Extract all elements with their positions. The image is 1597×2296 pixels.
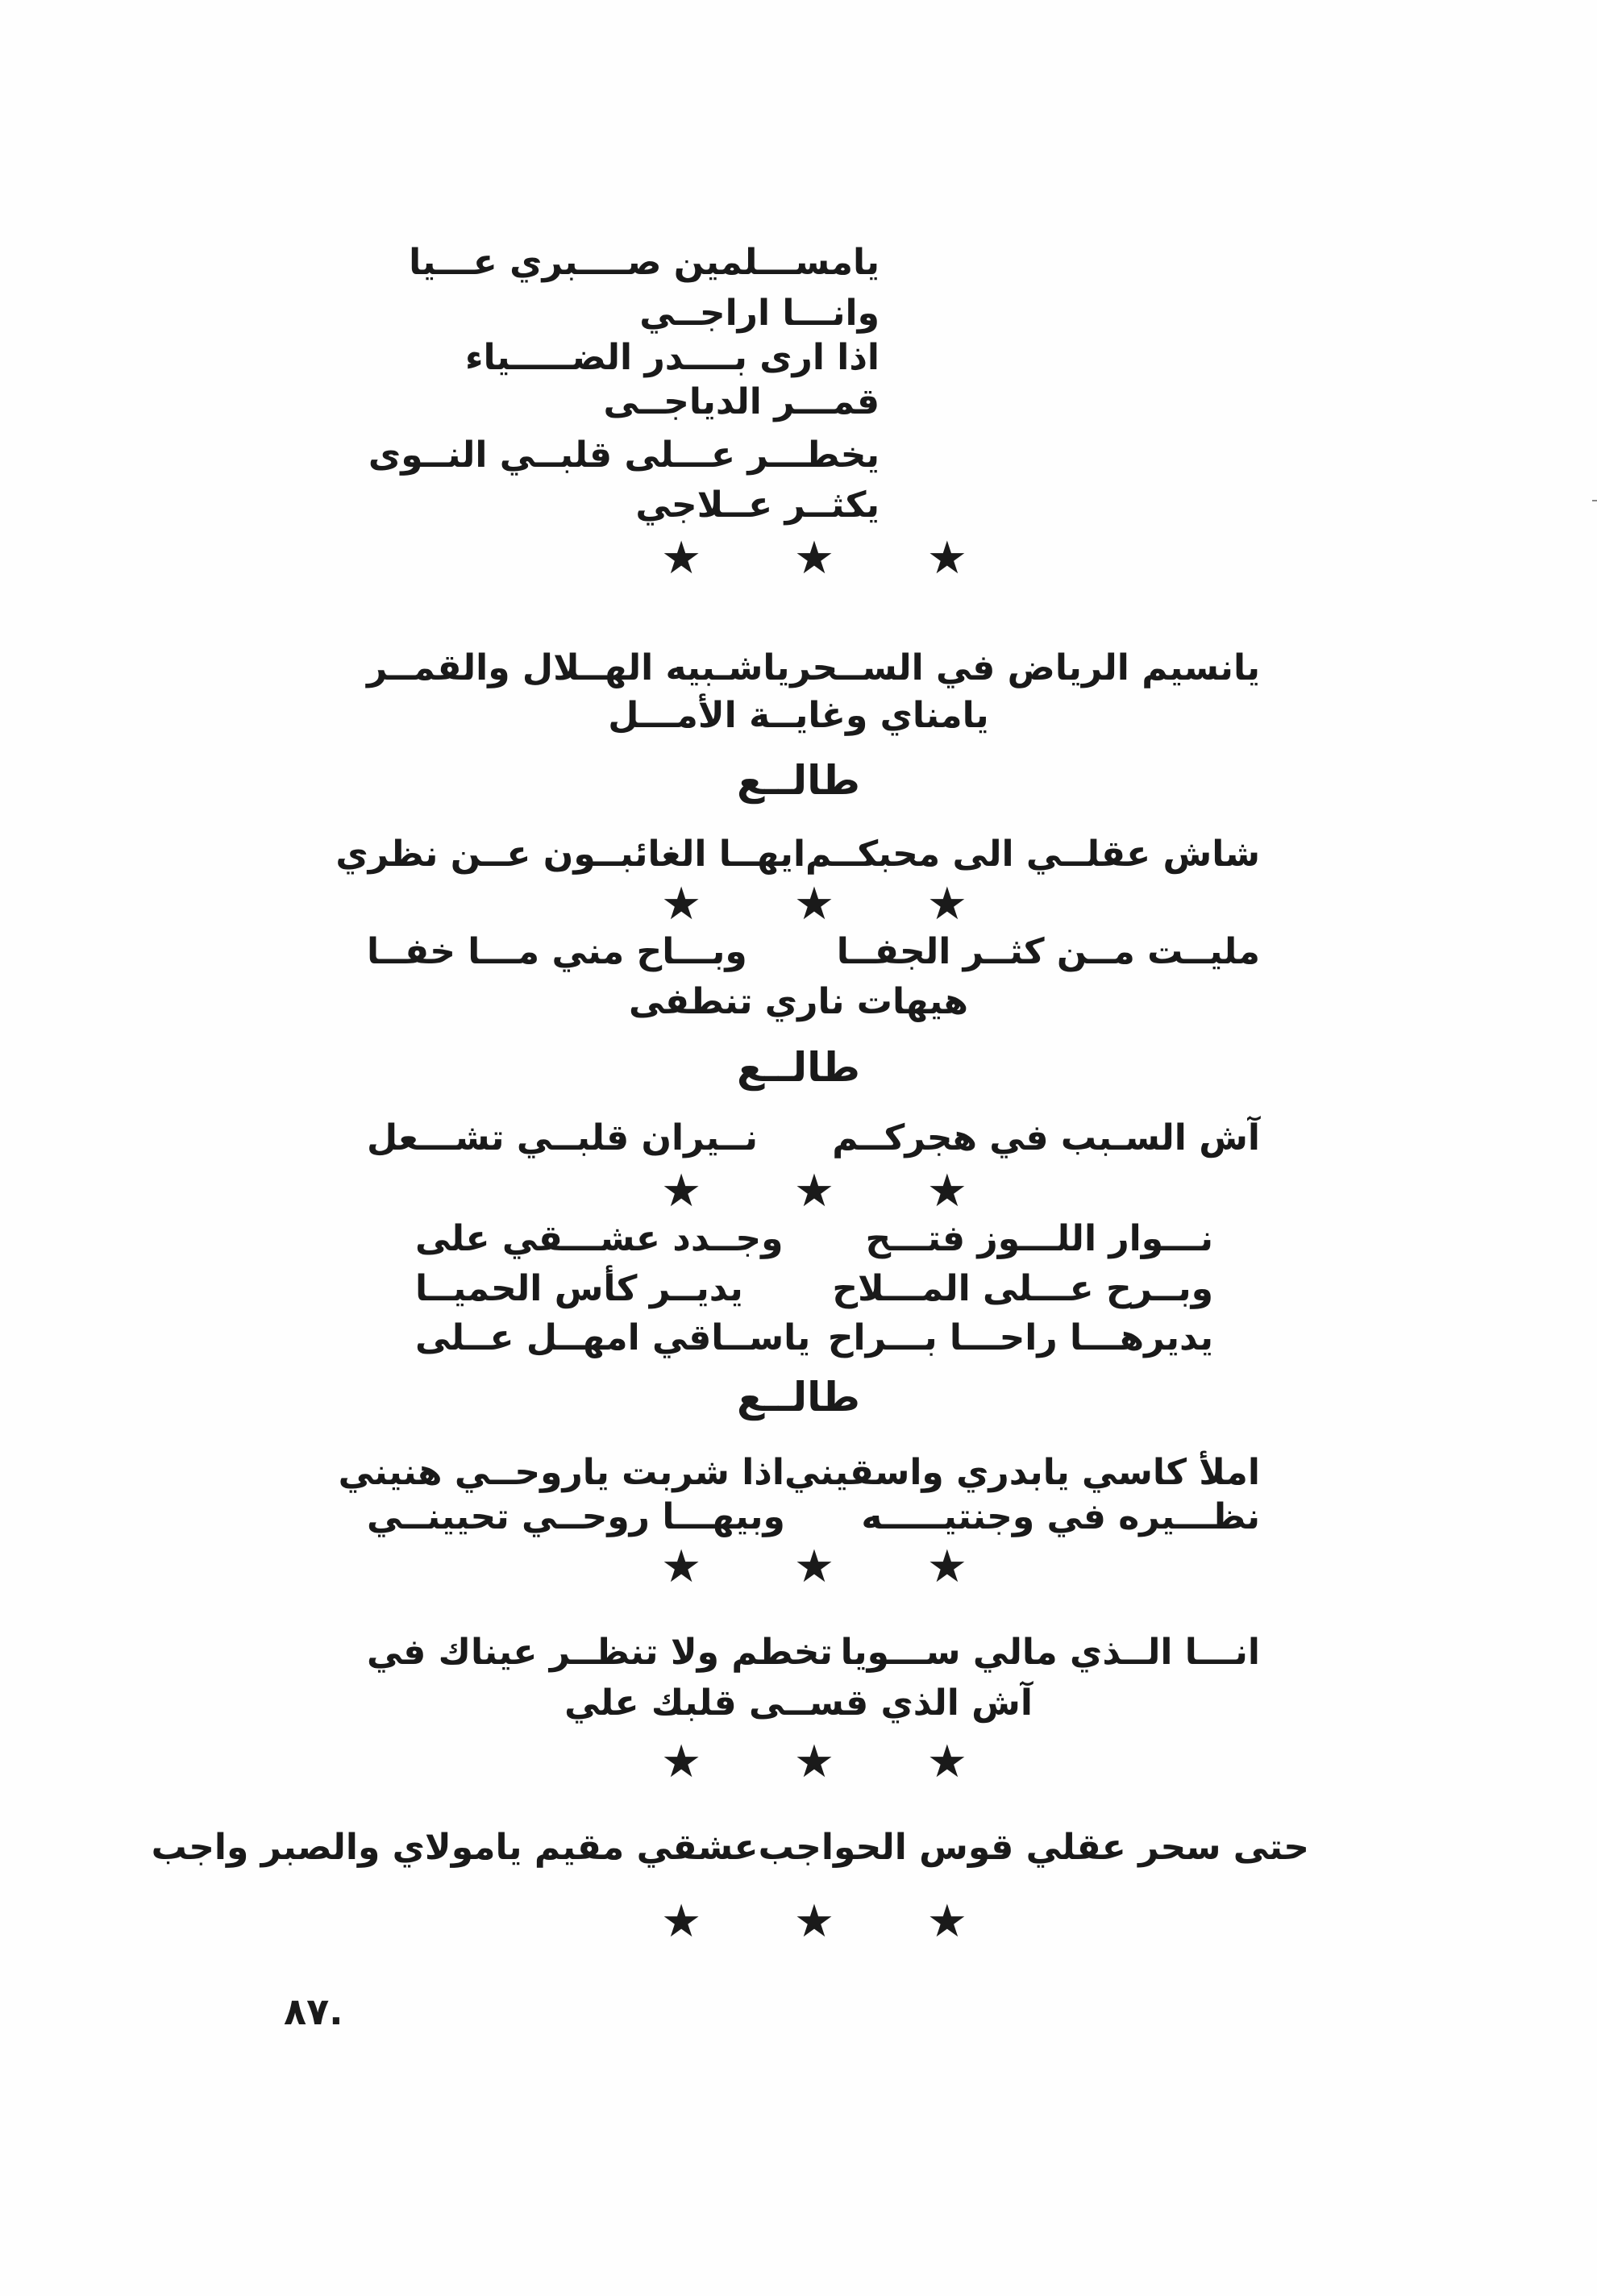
star-icon: ★: [926, 878, 967, 930]
star-icon: ★: [793, 532, 835, 584]
couplet: [367, 1628, 1260, 1677]
star-separator: [661, 1543, 967, 1591]
hemistich-left: ياشـبيه الهــلال والقمــر: [367, 647, 790, 688]
hemistich-left: يديــر كأس الحميــا: [415, 1268, 743, 1309]
hemistich-left: تخطم ولا تنظــر عيناك في: [367, 1632, 833, 1673]
star-icon: ★: [793, 1165, 835, 1217]
star-icon: ★: [793, 1895, 835, 1948]
hemistich-right: حتى سحر عقلي قوس الحواجب: [758, 1827, 1309, 1868]
section-heading: طالــع: [737, 757, 860, 804]
hemistich-right: وبــرح عـــلى المـــلاح: [832, 1268, 1213, 1309]
couplet: [367, 928, 1260, 976]
page-number: ٨٧.: [284, 1990, 343, 2033]
refrain-line: يامناي وغايــة الأمـــل: [608, 695, 989, 736]
hemistich-left: عشقي مقيم يامولاي والصبر واجب: [151, 1827, 759, 1868]
star-icon: ★: [661, 1895, 702, 1948]
star-icon: ★: [661, 532, 702, 584]
verse-line: اذا ارى بــــدر الضـــــياء: [465, 337, 880, 378]
hemistich-left: ايهــا الغائبــون عــن نظري: [335, 834, 806, 875]
couplet: [415, 1265, 1213, 1313]
couplet: [151, 1824, 1309, 1872]
refrain-line: هيهات ناري تنطفى: [628, 981, 969, 1022]
verse-line: يخطـــر عـــلى قلبــي النــوى: [368, 435, 880, 476]
hemistich-left: ياســاقي امهــل عــلى: [415, 1317, 811, 1358]
star-icon: ★: [661, 1165, 702, 1217]
star-icon: ★: [926, 532, 967, 584]
hemistich-right: املأ كاسي يابدري واسقيني: [784, 1452, 1260, 1493]
verse-line: يكثــر عــلاجي: [635, 485, 880, 526]
star-separator: [661, 1738, 967, 1786]
verse-line: قمـــر الدياجــى: [603, 381, 880, 422]
hemistich-right: مليــت مــن كثــر الجفــا: [836, 931, 1260, 972]
star-icon: ★: [793, 878, 835, 930]
hemistich-right: شاش عقلــي الى محبكــم: [805, 834, 1260, 875]
couplet: [367, 1114, 1260, 1163]
star-icon: ★: [661, 1736, 702, 1788]
hemistich-left: وبيهـــا روحــي تحيينــي: [367, 1496, 785, 1537]
couplet: [415, 1215, 1213, 1263]
hemistich-left: وبـــاح مني مـــا خفــا: [367, 931, 747, 972]
star-icon: ★: [926, 1541, 967, 1593]
verse-line: وانـــا اراجــي: [639, 293, 880, 334]
scan-mark: [1592, 500, 1597, 501]
hemistich-right: يديرهـــا راحـــا بـــراح: [827, 1317, 1213, 1358]
hemistich-right: نـــوار اللـــوز فتـــح: [865, 1218, 1213, 1259]
star-icon: ★: [661, 1541, 702, 1593]
section-heading: طالــع: [737, 1374, 860, 1420]
star-icon: ★: [793, 1736, 835, 1788]
hemistich-left: نــيران قلبــي تشـــعل: [367, 1117, 759, 1158]
couplet: [335, 830, 1260, 879]
star-icon: ★: [926, 1895, 967, 1948]
star-separator: [661, 1895, 967, 1948]
hemistich-right: آش السـبب في هجركــم: [832, 1117, 1260, 1158]
couplet: [367, 1493, 1260, 1541]
hemistich-left: اذا شربت ياروحــي هنيني: [338, 1452, 784, 1493]
verse-line: يامســـلمين صــــبري عـــيا: [409, 242, 880, 283]
star-icon: ★: [661, 878, 702, 930]
hemistich-right: انـــا الــذي مالي ســـويا: [840, 1632, 1260, 1673]
refrain-line: آش الذي قســى قلبك علي: [564, 1682, 1033, 1724]
star-icon: ★: [793, 1541, 835, 1593]
star-separator: [661, 534, 967, 583]
couplet: [338, 1449, 1260, 1497]
couplet: [367, 644, 1260, 693]
star-icon: ★: [926, 1736, 967, 1788]
couplet: [415, 1314, 1213, 1362]
hemistich-right: نظـــيره في وجنتيـــــه: [861, 1496, 1260, 1537]
hemistich-left: وجــدد عشـــقي على: [415, 1218, 784, 1259]
star-separator: [661, 880, 967, 929]
hemistich-right: يانسيم الرياض في الســحر: [790, 647, 1260, 688]
star-icon: ★: [926, 1165, 967, 1217]
section-heading: طالــع: [737, 1044, 860, 1091]
star-separator: [661, 1167, 967, 1216]
